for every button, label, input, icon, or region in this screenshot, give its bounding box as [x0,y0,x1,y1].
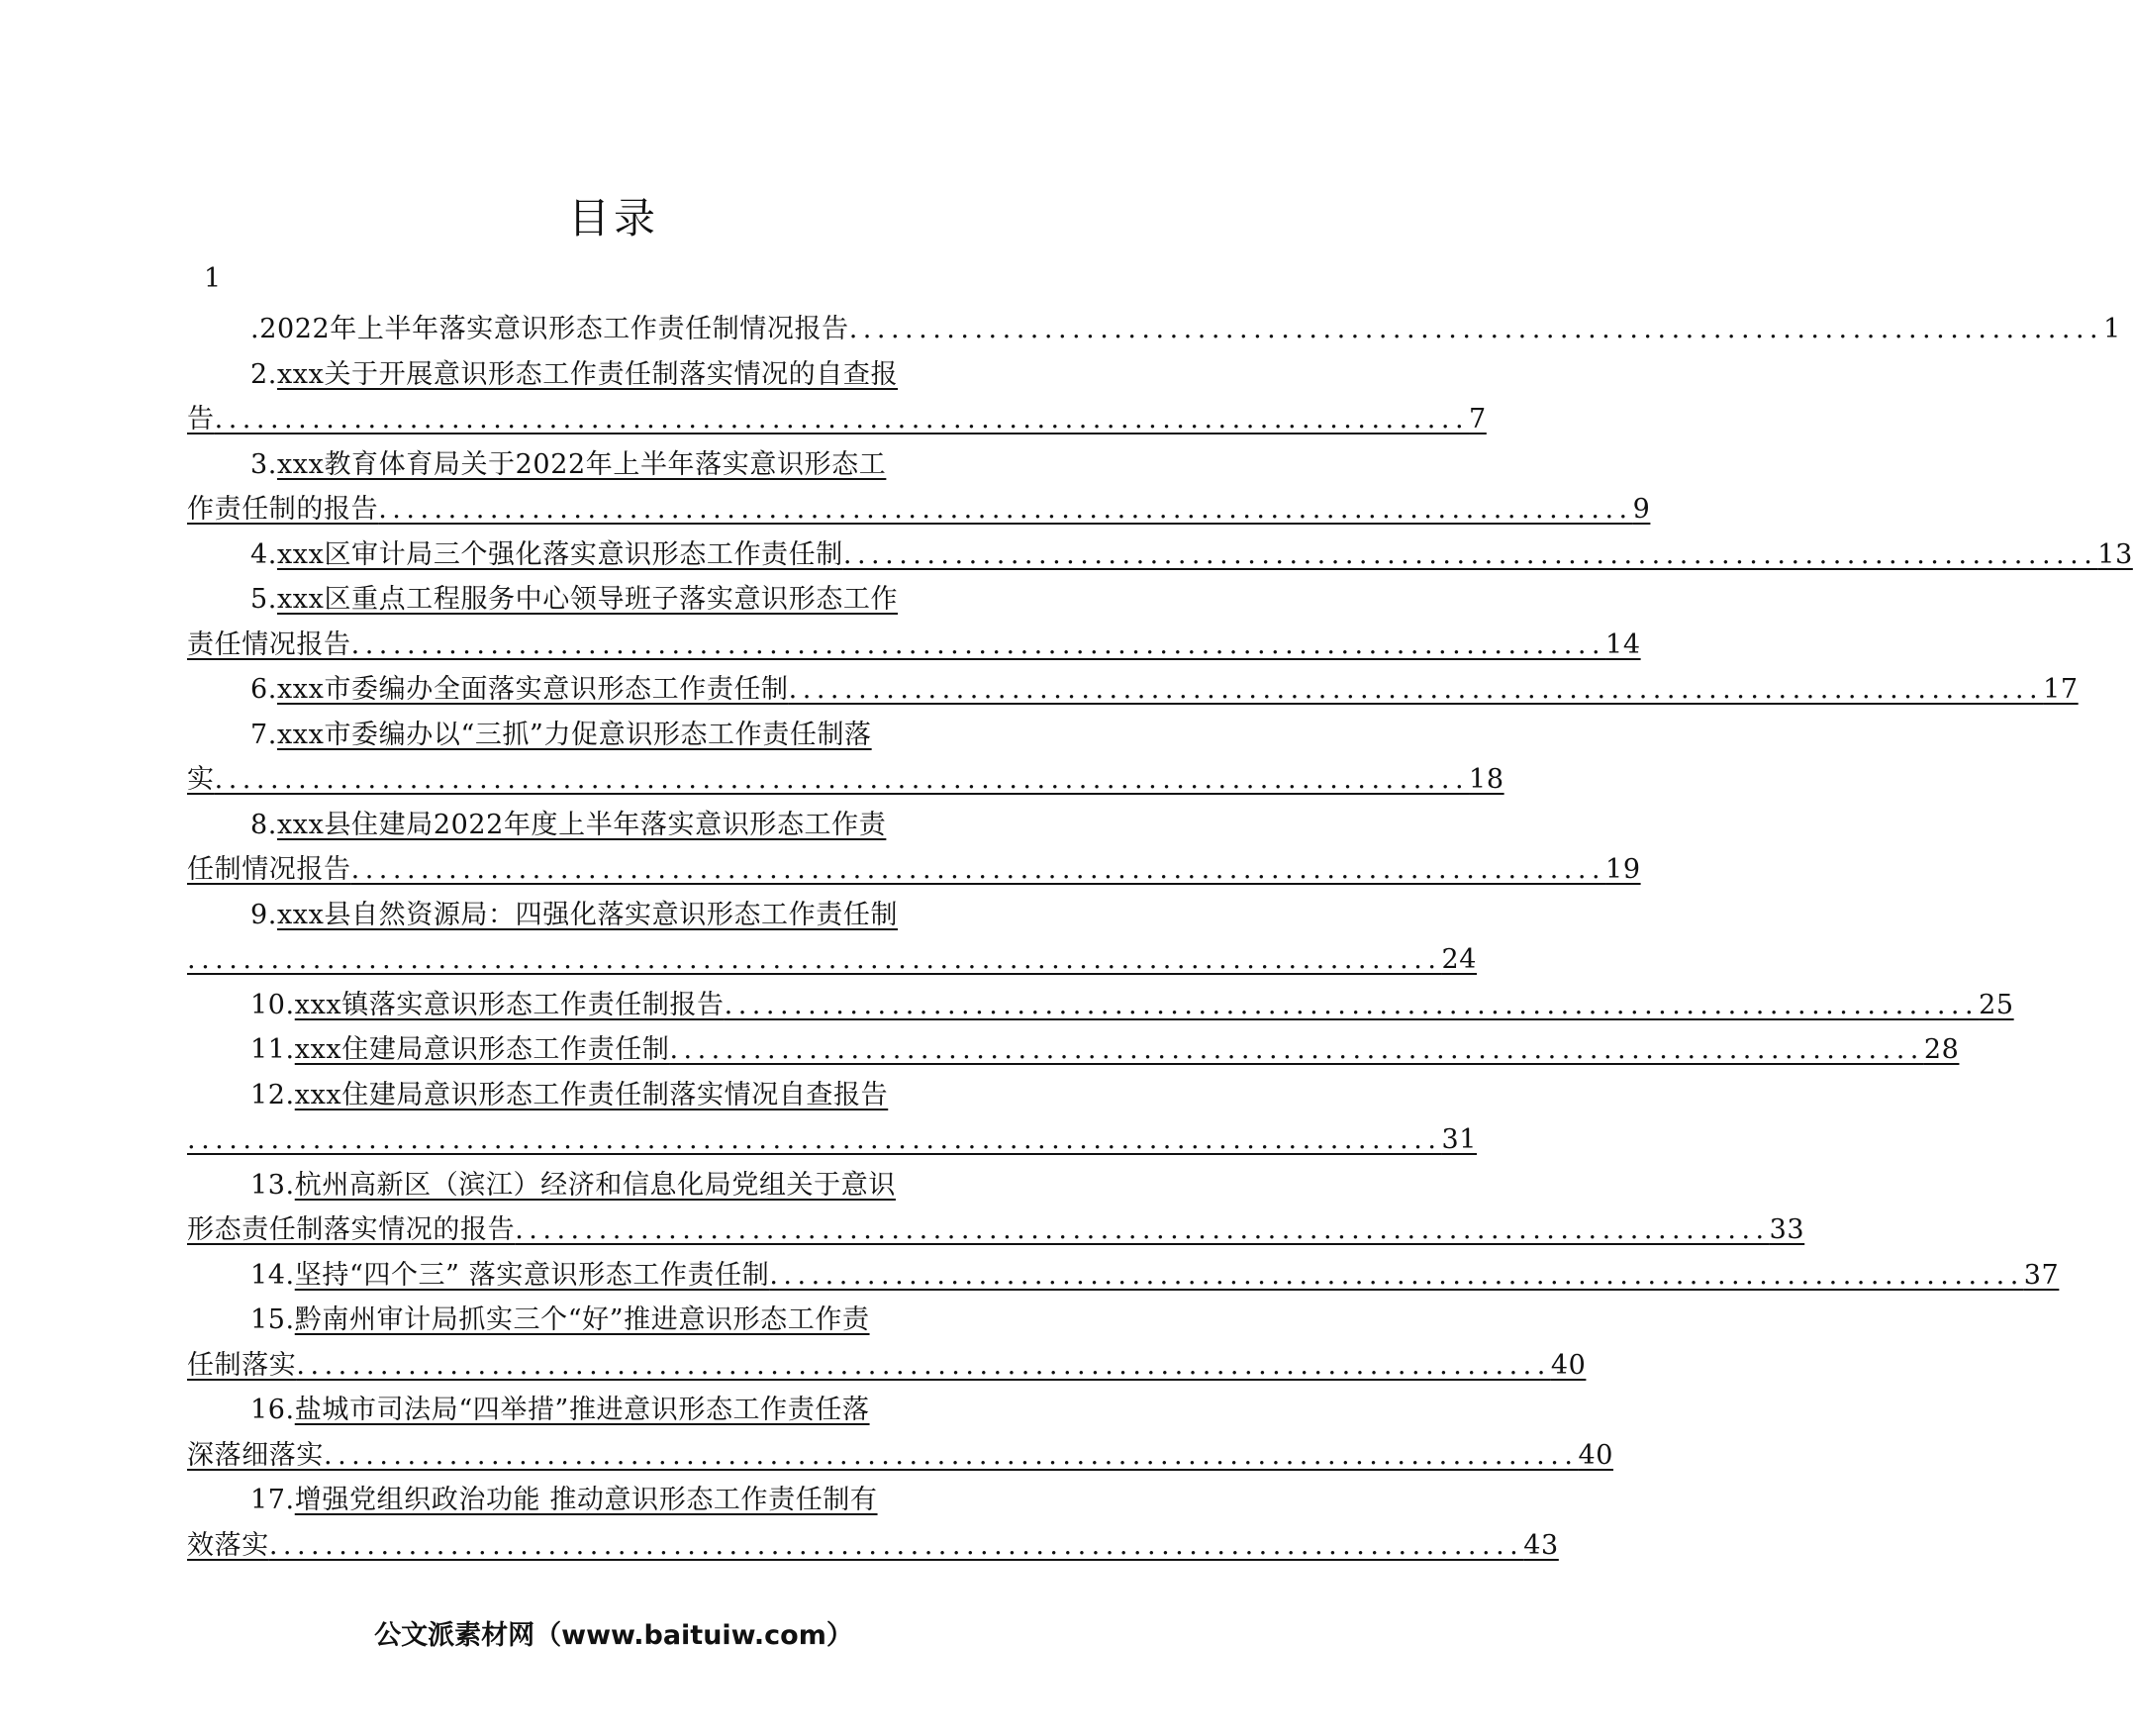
toc-entry[interactable] [187,983,2014,1028]
toc-entry[interactable] [187,713,1504,803]
toc-leader-dots: .......................................................................................... [214,764,1470,795]
toc-entry-number: 16. [250,1395,295,1425]
toc-entry-line [187,1298,1040,1343]
toc-entry-line [187,1207,1805,1253]
toc-entry-title[interactable]: xxx关于开展意识形态工作责任制落实情况的自查报 [276,358,899,390]
toc-entry-line [187,893,1040,938]
toc-leader-dots: .......................................................................................... [669,1034,1924,1065]
toc-entry-line [187,1343,1587,1389]
toc-page-number: 37 [2023,1259,2060,1291]
toc-entry[interactable] [187,1253,2060,1299]
toc-leader-dots: .......................................................................................... [842,538,2098,570]
toc-entry-title[interactable]: 增强党组织政治功能 推动意识形态工作责任制有 [294,1485,878,1515]
toc-entry-title[interactable]: 深落细落实 [187,1439,324,1471]
toc-entry-title[interactable]: 实 [187,764,215,795]
stray-page-number: 1 [204,263,222,294]
toc-leader-dots: .......................................................................................... [788,674,2044,705]
toc-page-number: 18 [1469,764,1504,795]
toc-entry-number: . [250,314,260,344]
toc-entry-title[interactable]: xxx住建局意识形态工作责任制 [294,1034,670,1065]
toc-entry-title[interactable]: 黔南州审计局抓实三个“好”推进意识形态工作责 [294,1304,870,1335]
toc-entry-line [187,442,1040,488]
toc-entry-title[interactable]: xxx区审计局三个强化落实意识形态工作责任制 [276,538,843,570]
toc-entry-title[interactable]: xxx县自然资源局：四强化落实意识形态工作责任制 [276,899,899,930]
toc-page-number: 19 [1605,854,1641,885]
toc-entry-line [187,667,2079,713]
toc-entry-title[interactable]: xxx教育体育局关于2022年上半年落实意识形态工 [276,448,887,480]
toc-entry-line [187,397,1487,442]
toc-entry-line [187,1388,1040,1433]
toc-page-number: 1 [2103,314,2121,344]
toc-entry-title[interactable]: xxx镇落实意识形态工作责任制报告 [294,989,725,1020]
toc-entry-number: 5. [250,584,277,615]
toc-entry[interactable] [187,307,2121,352]
toc-leader-dots: .......................................................................................... [515,1214,1770,1245]
toc-entry-number: 11. [250,1034,295,1065]
table-of-contents [187,307,2133,1568]
toc-entry-line [187,757,1504,803]
toc-leader-dots: .......................................................................................... [848,314,2104,344]
toc-entry-line [187,1073,1040,1118]
toc-page-number: 33 [1769,1214,1805,1245]
toc-entry-title[interactable]: 责任情况报告 [187,628,351,660]
toc-entry-number: 6. [250,674,277,705]
toc-leader-dots: .......................................................................................... [187,944,1442,975]
toc-entry-line [187,937,1477,983]
toc-entry-line [187,713,1040,758]
toc-entry[interactable] [187,1073,1477,1163]
toc-page-number: 43 [1523,1529,1559,1561]
toc-entry-title[interactable]: 告 [187,404,215,434]
toc-entry-line [187,307,2121,352]
toc-entry-number: 10. [250,989,295,1020]
toc-entry-line [187,983,2014,1028]
toc-entry-line [187,1253,2060,1299]
toc-entry-number: 9. [250,899,277,930]
toc-entry-number: 7. [250,719,277,750]
toc-entry-line [187,487,1651,532]
toc-page-number: 14 [1605,628,1641,660]
toc-leader-dots: .......................................................................................... [214,404,1470,434]
toc-entry-title[interactable]: xxx区重点工程服务中心领导班子落实意识形态工作 [276,584,899,615]
toc-entry-title[interactable]: xxx住建局意识形态工作责任制落实情况自查报告 [294,1079,889,1110]
toc-entry[interactable] [187,442,1651,532]
toc-entry-line [187,1117,1477,1163]
toc-entry[interactable] [187,667,2079,713]
toc-entry-line [187,623,1641,668]
toc-entry-number: 13. [250,1169,295,1201]
toc-entry[interactable] [187,1163,1805,1253]
toc-page-number: 25 [1979,989,2014,1020]
toc-entry[interactable] [187,1027,1960,1073]
toc-leader-dots: .......................................................................................... [378,494,1633,525]
toc-page-number: 13 [2097,538,2133,570]
toc-entry-number: 12. [250,1079,295,1110]
toc-entry-title[interactable]: 盐城市司法局“四举措”推进意识形态工作责任落 [294,1395,870,1425]
toc-entry-number: 4. [250,538,277,570]
toc-entry-line [187,1027,1960,1073]
toc-leader-dots: .......................................................................................... [350,628,1606,660]
toc-entry-line [187,847,1641,893]
toc-entry-title[interactable]: 2022年上半年落实意识形态工作责任制情况报告 [259,314,849,344]
toc-leader-dots: .......................................................................................... [187,1124,1442,1155]
toc-page-number: 7 [1469,404,1487,434]
toc-entry-title[interactable]: xxx县住建局2022年度上半年落实意识形态工作责 [276,809,887,840]
toc-page-number: 24 [1441,944,1477,975]
toc-entry[interactable] [187,893,1477,983]
toc-entry[interactable] [187,532,2133,578]
toc-leader-dots: .......................................................................................... [724,989,1980,1020]
toc-entry[interactable] [187,577,1641,667]
toc-entry-title[interactable]: 形态责任制落实情况的报告 [187,1214,516,1245]
toc-leader-dots: .......................................................................................... [324,1439,1579,1471]
toc-entry-title[interactable]: xxx市委编办全面落实意识形态工作责任制 [276,674,789,705]
toc-entry-title[interactable]: 任制落实 [187,1349,297,1381]
toc-leader-dots: .......................................................................................... [268,1529,1524,1561]
toc-entry[interactable] [187,1298,1587,1388]
toc-leader-dots: .......................................................................................... [769,1259,2024,1291]
toc-page-number: 28 [1923,1034,1960,1065]
toc-leader-dots: .......................................................................................... [350,854,1606,885]
toc-page-number: 9 [1632,494,1651,525]
toc-entry-line [187,1478,1040,1523]
toc-entry-number: 2. [250,358,277,390]
toc-page-number: 40 [1578,1439,1613,1471]
toc-entry[interactable] [187,352,1487,442]
toc-entry-title[interactable]: 作责任制的报告 [187,494,379,525]
toc-entry-line [187,1163,1040,1208]
toc-entry-number: 17. [250,1485,295,1515]
toc-entry-line [187,1433,1613,1479]
toc-entry-number: 15. [250,1304,295,1335]
toc-page-number: 17 [2043,674,2079,705]
toc-entry-number: 14. [250,1259,295,1291]
toc-entry-title[interactable]: 任制情况报告 [187,854,351,885]
toc-page-number: 31 [1441,1124,1477,1155]
toc-entry-line [187,577,1040,623]
toc-entry-title[interactable]: 杭州高新区（滨江）经济和信息化局党组关于意识 [294,1169,896,1201]
toc-entry-title[interactable]: 坚持“四个三” 落实意识形态工作责任制 [294,1259,770,1291]
toc-entry[interactable] [187,803,1641,893]
toc-entry[interactable] [187,1478,1559,1568]
toc-entry-number: 8. [250,809,277,840]
toc-entry-line [187,1523,1559,1569]
toc-entry-line [187,532,2133,578]
toc-entry-line [187,352,1040,398]
toc-entry-title[interactable]: xxx市委编办以“三抓”力促意识形态工作责任制落 [276,719,872,750]
toc-leader-dots: .......................................................................................... [296,1349,1551,1381]
toc-entry-title[interactable]: 效落实 [187,1529,269,1561]
footer-watermark: 公文派素材网（www.baituiw.com） [374,1620,853,1651]
toc-entry-number: 3. [250,448,277,480]
toc-entry-line [187,803,1040,848]
toc-entry[interactable] [187,1388,1613,1478]
toc-page-number: 40 [1550,1349,1587,1381]
page-title: 目录 [567,194,659,242]
